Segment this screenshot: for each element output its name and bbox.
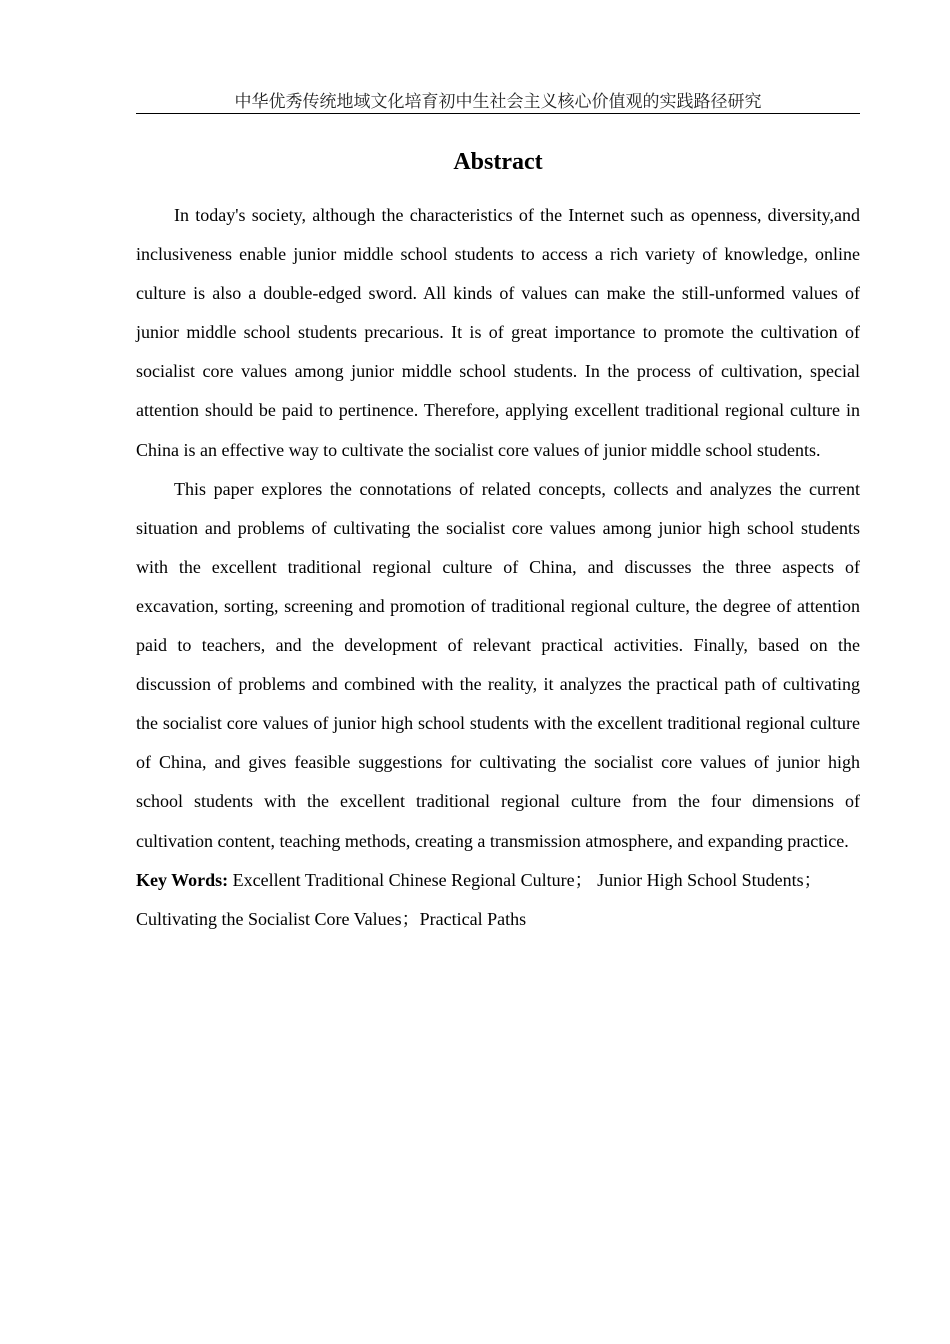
- keywords-label: Key Words:: [136, 869, 229, 890]
- running-header: 中华优秀传统地域文化培育初中生社会主义核心价值观的实践路径研究: [136, 91, 860, 114]
- abstract-paragraph-2: This paper explores the connotations of related concepts, collects and analyzes the current situation and problems of cultivating the socialist core values among junior high school students with the excellent traditional regional culture of China, and discusses the three aspects of excavation, sorting, screening and promotion of traditional regional culture, the degree of attention paid to teachers, and the development of relevant practical activities. Finally, based on the discussion of problems and combined with the reality, it analyzes the practical path of cultivating the socialist core values of junior high school students with the excellent traditional regional culture of China, and gives feasible suggestions for cultivating the socialist core values of junior high school students with the excellent traditional regional culture from the four dimensions of cultivation content, teaching methods, creating a transmission atmosphere, and expanding practice.: [136, 478, 860, 851]
- abstract-title: Abstract: [453, 149, 543, 175]
- abstract-body: [136, 196, 860, 939]
- keywords-line: [136, 861, 860, 939]
- keywords-text: Excellent Traditional Chinese Regional Culture； Junior High School Students；Cultivating the Socialist Core Values；Practical Paths: [136, 869, 822, 929]
- abstract-paragraph-1: In today's society, although the characteristics of the Internet such as openness, diversity,and inclusiveness enable junior middle school students to access a rich variety of knowledge, online culture is also a double-edged sword. All kinds of values can make the still-unformed values of junior middle school students precarious. It is of great importance to promote the cultivation of socialist core values among junior middle school students. In the process of cultivation, special attention should be paid to pertinence. Therefore, applying excellent traditional regional culture in China is an effective way to cultivate the socialist core values of junior middle school students.: [136, 205, 860, 460]
